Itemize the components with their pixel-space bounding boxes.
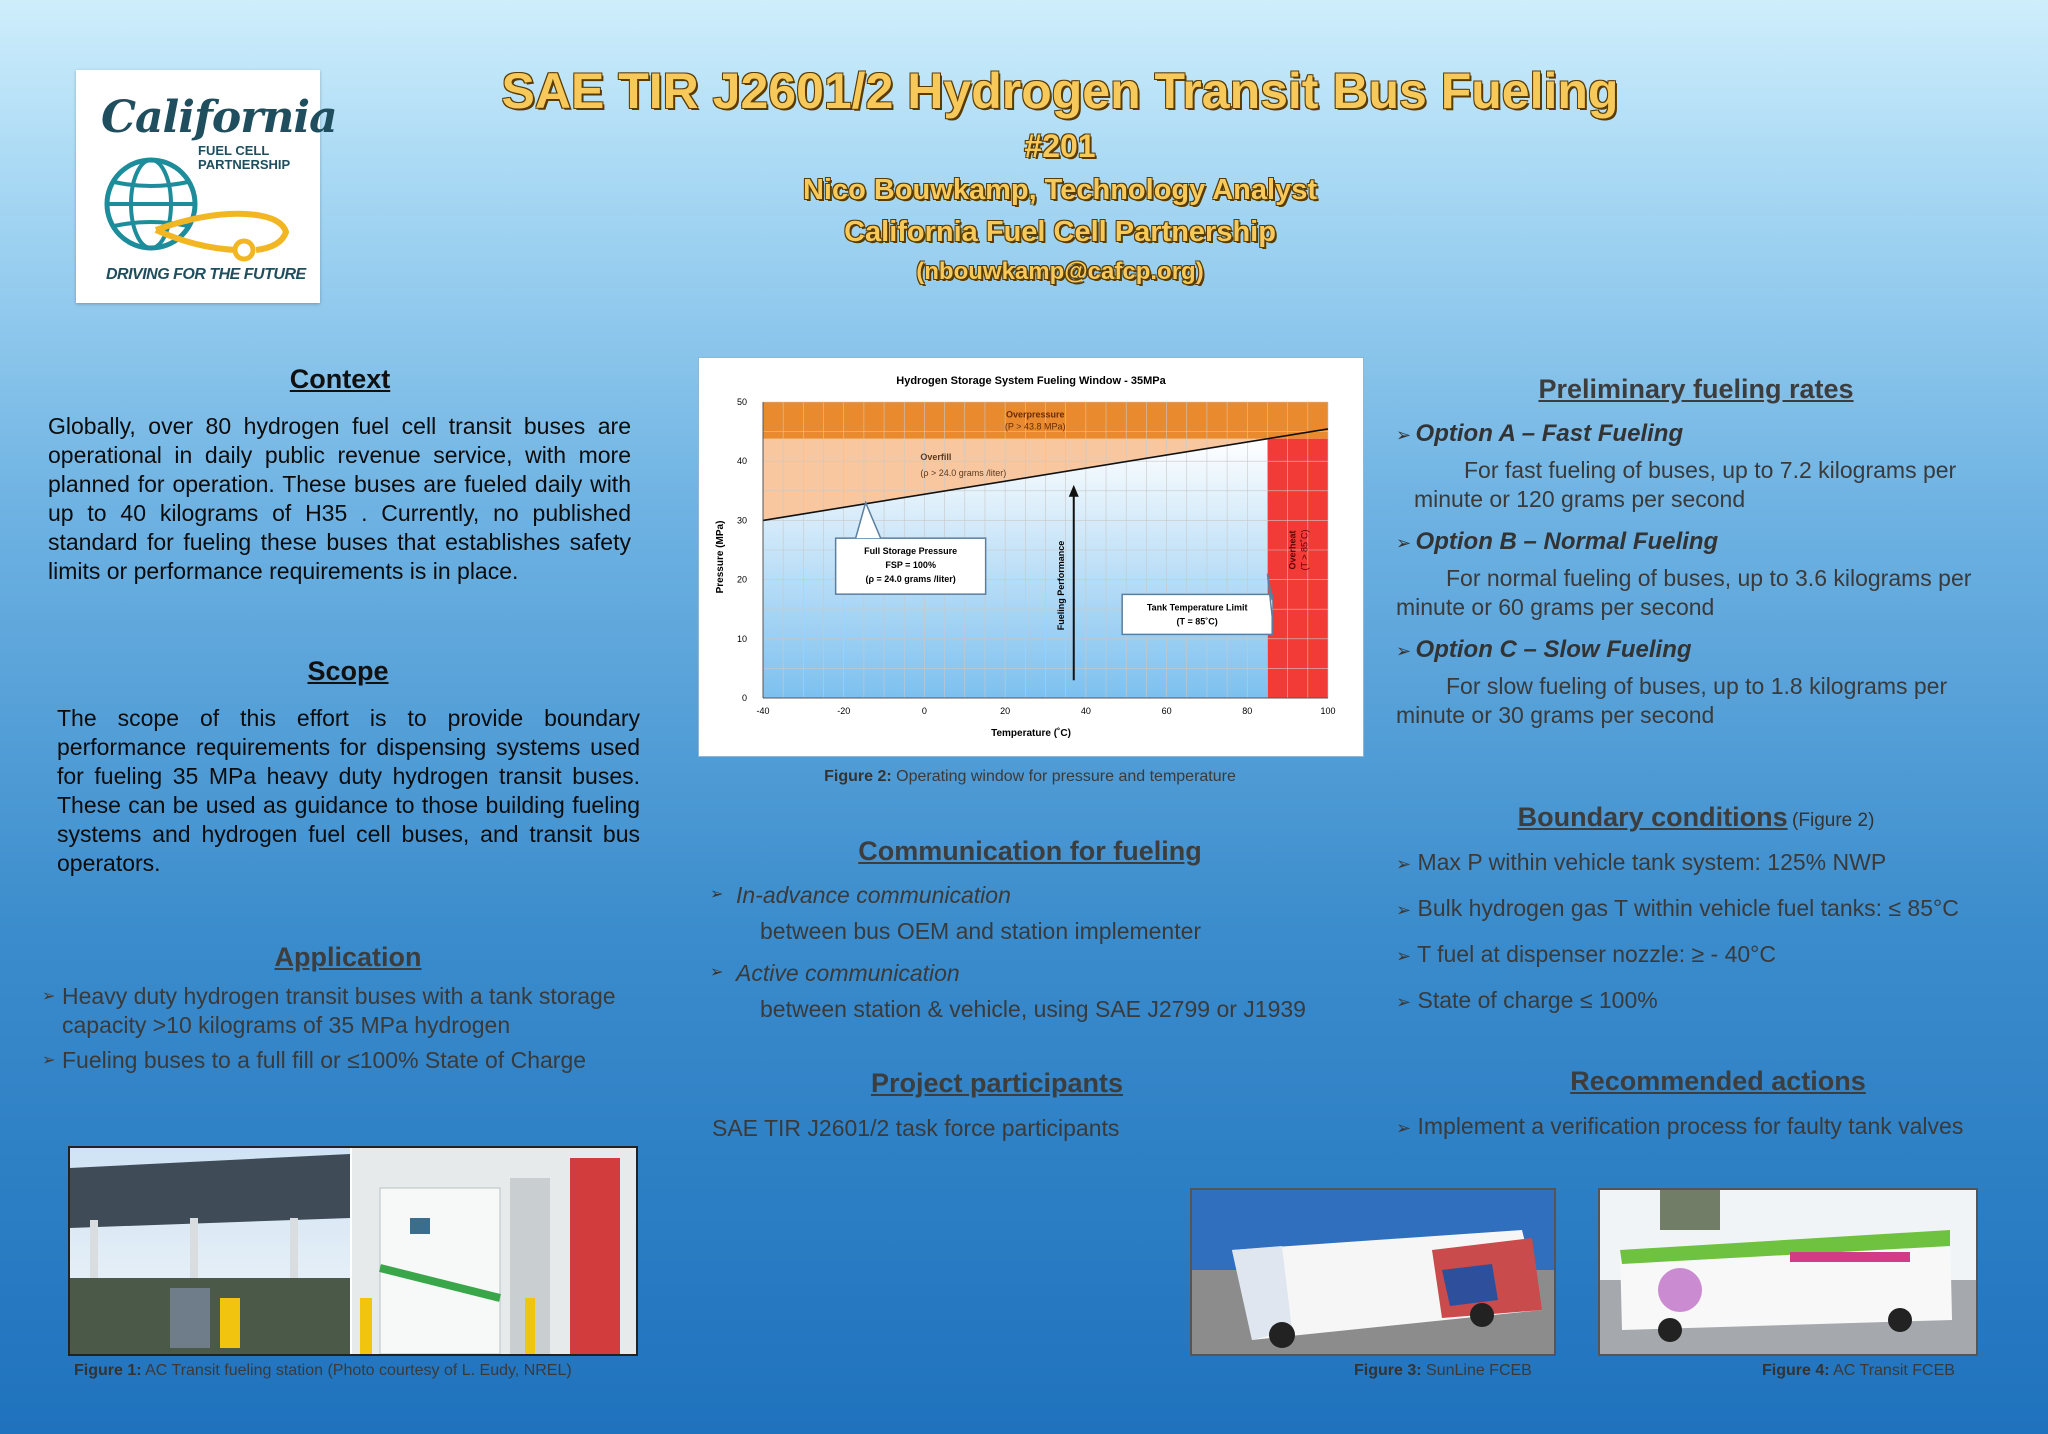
cafcp-logo (76, 70, 337, 303)
overpressure-note: (P > 43.8 MPa) (1004, 421, 1066, 432)
arrow-bullet-icon: ➢ (1396, 1118, 1412, 1138)
rates-heading: Preliminary fueling rates (1538, 374, 1854, 404)
boundary-list (1396, 848, 2016, 1017)
communication-heading: Communication for fueling (858, 836, 1202, 866)
arrow-bullet-icon: ➢ (1396, 854, 1412, 874)
ac-transit-bus-photo (1600, 1190, 1976, 1354)
figure4-photo (1598, 1188, 1978, 1356)
context-heading: Context (289, 364, 391, 394)
y-tick-label: 50 (736, 397, 747, 407)
communication-list (708, 882, 1358, 1024)
scope-heading: Scope (307, 656, 389, 686)
arrow-bullet-icon: ➢ (1396, 900, 1412, 920)
figure3-photo (1190, 1188, 1556, 1356)
x-tick-label: 40 (1080, 706, 1091, 716)
x-tick-label: -20 (837, 706, 851, 716)
communication-item: ➢ In-advance communication between bus OEM and station implementer (710, 882, 1202, 944)
figure4-caption: Figure 4: AC Transit FCEB (1762, 1362, 1955, 1379)
y-axis-label: Pressure (MPa) (715, 520, 726, 594)
y-tick-label: 0 (741, 693, 747, 703)
full-storage-callout-text: FSP = 100% (885, 560, 936, 571)
boundary-item: ➢ State of charge ≤ 100% (1396, 987, 1658, 1013)
author-line: Nico Bouwkamp, Technology Analyst (802, 174, 1317, 206)
organization-line: California Fuel Cell Partnership (844, 216, 1276, 248)
participants-heading: Project participants (870, 1068, 1124, 1098)
logo-wordmark: California (101, 92, 337, 143)
tank-temp-callout (1122, 594, 1272, 634)
boundary-suffix: (Figure 2) (1792, 810, 1875, 831)
fueling-window-chart (698, 357, 1364, 757)
rate-option: ➢ Option B – Normal Fueling For normal fueling of buses, up to 3.6 kilograms per minute or 60 grams per second (1396, 528, 1972, 620)
x-tick-label: 60 (1161, 706, 1172, 716)
figure3-caption: Figure 3: SunLine FCEB (1354, 1362, 1532, 1379)
overfill-note: (ρ > 24.0 grams /liter) (920, 468, 1007, 478)
boundary-header (1396, 802, 1996, 833)
context-body: Globally, over 80 hydrogen fuel cell transit buses are operational in daily public revenue service, with more planned for operation. These buses are fueled daily with up to 40 kilograms of H35 . Currently, no published standard for fueling these buses that establishes safety limits or performance requirements is in place. (48, 413, 631, 584)
application-item: ➢ Fueling buses to a full fill or ≤100% State of Charge (42, 1047, 587, 1073)
email-line: (nbouwkamp@cafcp.org) (916, 258, 1204, 285)
application-item: ➢ Heavy duty hydrogen transit buses with a tank storage capacity >10 kilograms of 35 MPa hydrogen (42, 983, 616, 1038)
overheat-region (1267, 439, 1328, 698)
boundary-item: ➢ Max P within vehicle tank system: 125% NWP (1396, 849, 1887, 875)
x-tick-label: 100 (1320, 706, 1336, 716)
communication-item: ➢ Active communication between station & vehicle, using SAE J2799 or J1939 (710, 960, 1306, 1022)
arrow-bullet-icon: ➢ (1396, 425, 1412, 445)
arrow-bullet-icon: ➢ (1396, 992, 1412, 1012)
arrow-bullet-icon: ➢ (1396, 641, 1412, 661)
arrow-bullet-icon: ➢ (710, 886, 724, 903)
y-tick-label: 30 (736, 515, 747, 526)
poster-number: #201 (1024, 128, 1096, 164)
poster-title: SAE TIR J2601/2 Hydrogen Transit Bus Fueling (501, 63, 1619, 119)
tank-temp-callout-text: Tank Temperature Limit (1146, 602, 1248, 613)
x-tick-label: 20 (1000, 706, 1011, 716)
y-tick-label: 20 (736, 574, 747, 585)
recommended-item: ➢ Implement a verification process for faulty tank valves (1396, 1113, 1964, 1139)
chart-title: Hydrogen Storage System Fueling Window - 35MPa (896, 375, 1166, 387)
overfill-label: Overfill (920, 452, 952, 463)
chart-svg (699, 358, 1363, 756)
figure2-caption: Figure 2: Operating window for pressure and temperature (824, 768, 1236, 785)
rate-option: ➢ Option A – Fast Fueling For fast fueling of buses, up to 7.2 kilograms per minute or 120 grams per second (1396, 420, 1957, 512)
x-tick-label: 0 (921, 706, 927, 716)
boundary-item: ➢ T fuel at dispenser nozzle: ≥ - 40°C (1396, 941, 1776, 967)
figure1-photo (68, 1146, 638, 1356)
arrow-bullet-icon: ➢ (42, 1052, 56, 1069)
tank-temp-callout-text: (T = 85˚C) (1176, 616, 1218, 627)
boundary-item: ➢ Bulk hydrogen gas T within vehicle fuel tanks: ≤ 85°C (1396, 895, 1959, 921)
y-tick-label: 10 (736, 633, 747, 644)
arrow-bullet-icon: ➢ (1396, 533, 1412, 553)
x-tick-label: -40 (756, 706, 770, 716)
boundary-heading: Boundary conditions (1517, 802, 1788, 832)
participants-body: SAE TIR J2601/2 task force participants (712, 1115, 1120, 1141)
fueling-station-photo (70, 1148, 636, 1354)
arrow-bullet-icon: ➢ (42, 988, 56, 1005)
recommended-heading: Recommended actions (1570, 1066, 1866, 1096)
full-storage-callout-text: (ρ = 24.0 grams /liter) (865, 574, 956, 585)
arrow-bullet-icon: ➢ (710, 964, 724, 981)
x-axis-label: Temperature (˚C) (991, 728, 1071, 739)
overheat-label: Overheat (1287, 530, 1298, 570)
y-tick-label: 40 (736, 456, 747, 467)
application-list (42, 982, 662, 1075)
logo-subtitle: FUEL CELL PARTNERSHIP (198, 143, 291, 172)
rates-list (1396, 420, 2006, 730)
sunline-bus-photo (1192, 1190, 1554, 1354)
recommended-list (1396, 1112, 2026, 1143)
fueling-performance-label: Fueling Performance (1055, 540, 1066, 631)
x-tick-label: 80 (1242, 706, 1253, 716)
scope-body: The scope of this effort is to provide boundary performance requirements for dispensing systems used for fueling 35 MPa heavy duty hydrogen transit buses. These can be used as guidance to those building fueling systems and hydrogen fuel cell buses, and transit bus operators. (57, 705, 640, 876)
rate-option: ➢ Option C – Slow Fueling For slow fueling of buses, up to 1.8 kilograms per minute or 30 grams per second (1396, 636, 1948, 728)
full-storage-callout-text: Full Storage Pressure (864, 546, 958, 557)
logo-tagline: DRIVING FOR THE FUTURE (106, 266, 306, 283)
arrow-bullet-icon: ➢ (1396, 946, 1412, 966)
overheat-note: (T > 85˚C) (1299, 529, 1310, 571)
figure1-caption: Figure 1: AC Transit fueling station (Photo courtesy of L. Eudy, NREL) (74, 1362, 572, 1379)
application-heading: Application (274, 942, 422, 972)
overpressure-label: Overpressure (1005, 409, 1065, 420)
